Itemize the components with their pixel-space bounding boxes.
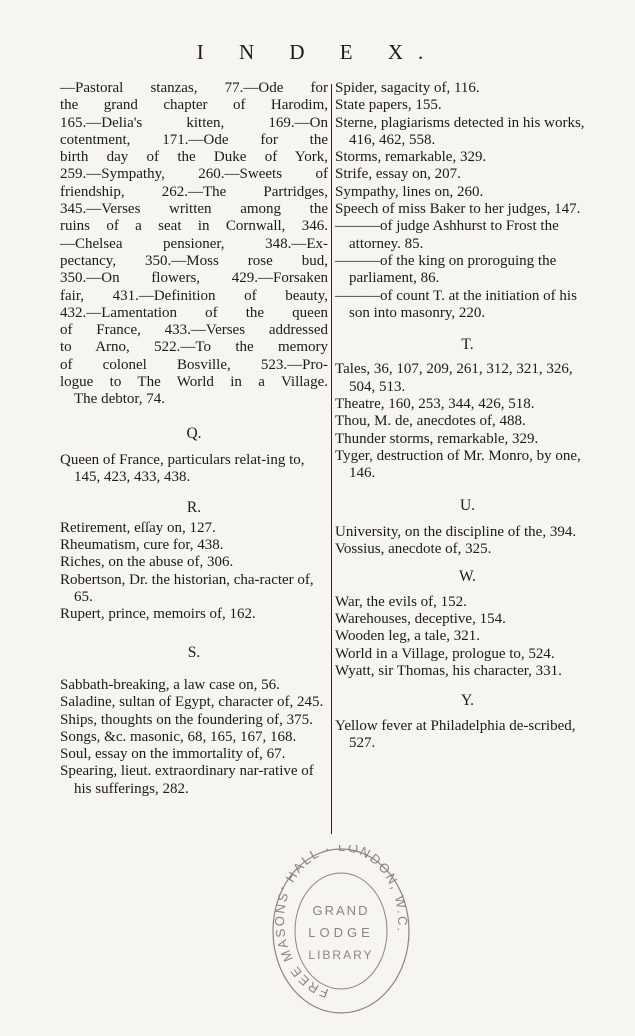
index-entry: Robertson, Dr. the historian, cha-racter of, 65. [60, 571, 314, 606]
column-divider [331, 84, 332, 834]
index-entry: Ships, thoughts on the foundering of, 375. [60, 711, 313, 728]
index-line: the grand chapter of Harodim, [60, 97, 328, 114]
index-line: —Chelsea pensioner, 348.—Ex- [60, 235, 328, 252]
index-entry: Tyger, destruction of Mr. Monro, by one, 146. [335, 447, 581, 482]
index-entry: ———of judge Ashhurst to Frost the attorney. 85. [335, 218, 559, 252]
index-entry: Saladine, sultan of Egypt, character of, 245. [60, 694, 324, 711]
stamp-line-2: LODGE [308, 925, 374, 940]
index-entry: State papers, 155. [335, 97, 442, 114]
section-heading-s: S. [187, 643, 201, 661]
index-line: logue to The World in a Village. [60, 374, 328, 391]
index-line: of colonel Bosville, 523.—Pro- [60, 356, 328, 373]
index-entry: Warehouses, deceptive, 154. [335, 611, 506, 628]
left-column [60, 80, 328, 798]
stamp-seal-icon [270, 845, 412, 1017]
index-line: to Arno, 522.—To the memory [60, 339, 328, 356]
index-line: birth day of the Duke of York, [60, 149, 328, 166]
page-title: I N D E X. [196, 40, 439, 64]
index-line: 165.—Delia's kitten, 169.—On [60, 114, 328, 131]
library-stamp [270, 845, 412, 1017]
index-entry: Soul, essay on the immortality of, 67. [60, 746, 286, 763]
section-heading-q: Q. [186, 424, 202, 442]
svg-text:FREE MASONS' HALL · LONDON, W. [272, 845, 410, 1001]
index-entry: Sympathy, lines on, 260. [335, 183, 484, 200]
index-line: fair, 431.—Definition of beauty, [60, 287, 328, 304]
index-entry: ———of the king on proroguing the parliament, 86. [335, 252, 557, 287]
stamp-line-3: LIBRARY [308, 948, 374, 962]
index-entry: Vossius, anecdote of, 325. [335, 541, 492, 558]
index-entry: Songs, &c. masonic, 68, 165, 167, 168. [60, 728, 297, 745]
index-entry: University, on the discipline of the, 394. [335, 523, 577, 540]
index-entry: Retirement, eſſay on, 127. [60, 519, 216, 536]
index-entry: Theatre, 160, 253, 344, 426, 518. [335, 396, 535, 413]
index-entry: Sabbath-breaking, a law case on, 56. [60, 676, 280, 693]
index-entry: Wooden leg, a tale, 321. [335, 628, 480, 645]
index-entry: Spearing, lieut. extraordinary nar-rative of his sufferings, 282. [60, 763, 314, 797]
index-line: 432.—Lamentation of the queen [60, 304, 328, 321]
index-entry: Storms, remarkable, 329. [335, 149, 487, 166]
index-entry: Thou, M. de, anecdotes of, 488. [335, 413, 526, 430]
stamp-ring-text: FREE MASONS' HALL · LONDON, W.C. [272, 845, 411, 1001]
section-heading-r: R. [186, 498, 202, 516]
index-line: of France, 433.—Verses addressed [60, 322, 328, 339]
index-entry: Speech of miss Baker to her judges, 147. [335, 201, 581, 218]
section-heading-u: U. [459, 496, 476, 514]
index-line: 345.—Verses written among the [60, 201, 328, 218]
index-entry: Spider, sagacity of, 116. [335, 80, 480, 96]
index-line: ruins of a seat in Cornwall, 346. [60, 218, 328, 235]
index-entry: War, the evils of, 152. [335, 593, 467, 610]
index-entry: Queen of France, particulars relat-ing to, 145, 423, 433, 438. [60, 451, 305, 486]
index-entry: Sterne, plagiarisms detected in his works, 416, 462, 558. [335, 114, 585, 148]
index-line: 259.—Sympathy, 260.—Sweets of [60, 166, 328, 183]
index-line: 350.—On flowers, 429.—Forsaken [60, 270, 328, 287]
stamp-line-1: GRAND [312, 903, 370, 918]
index-line: —Pastoral stanzas, 77.—Ode for [60, 80, 328, 96]
section-heading-y: Y. [460, 692, 475, 710]
index-entry: Wyatt, sir Thomas, his character, 331. [335, 662, 562, 679]
index-entry: Strife, essay on, 207. [335, 166, 461, 183]
continuation-entry [60, 80, 328, 409]
section-heading-t: T. [461, 336, 474, 354]
index-entry: Rupert, prince, memoirs of, 162. [60, 606, 256, 623]
index-entry: Riches, on the abuse of, 306. [60, 554, 234, 571]
index-entry: Thunder storms, remarkable, 329. [335, 430, 539, 447]
index-entry: World in a Village, prologue to, 524. [335, 645, 555, 662]
index-line: pectancy, 350.—Moss rose bud, [60, 252, 328, 269]
index-line: The debtor, 74. [74, 391, 166, 408]
index-entry: Tales, 36, 107, 209, 261, 312, 321, 326, 504, 513. [335, 361, 573, 395]
index-entry: Rheumatism, cure for, 438. [60, 537, 224, 554]
index-line: friendship, 262.—The Partridges, [60, 183, 328, 200]
section-heading-w: W. [458, 568, 477, 586]
right-column [335, 80, 600, 752]
index-entry: Yellow fever at Philadelphia de-scribed, 527. [335, 717, 576, 751]
index-entry: ———of count T. at the initiation of his son into masonry, 220. [335, 287, 577, 321]
index-line: cotentment, 171.—Ode for the [60, 131, 328, 148]
